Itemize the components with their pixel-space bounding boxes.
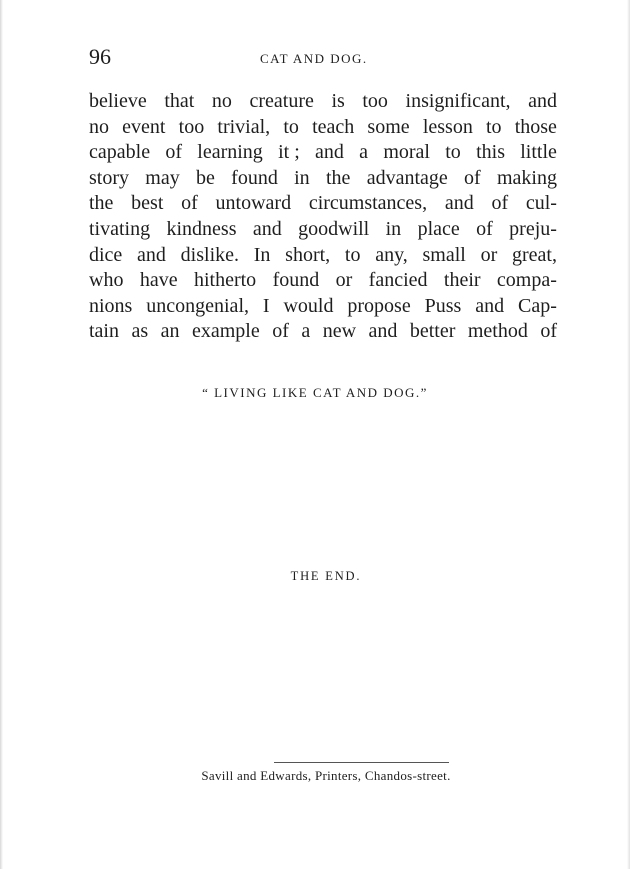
page-edge-left — [0, 0, 3, 869]
word: and — [475, 294, 505, 317]
word: and — [444, 192, 474, 215]
text-line — [89, 268, 557, 294]
word: method — [467, 320, 528, 343]
word: and — [528, 90, 557, 112]
word: best — [131, 192, 164, 215]
word: small — [422, 243, 466, 266]
word: in — [385, 217, 402, 240]
word: of — [540, 320, 557, 343]
text-line — [89, 319, 557, 345]
word: and — [368, 320, 398, 343]
word: of — [491, 192, 509, 215]
word: the — [89, 192, 114, 215]
word: any, — [375, 243, 408, 266]
text-line — [89, 294, 557, 320]
printer-rule — [274, 762, 449, 763]
word: found — [272, 269, 320, 292]
word: is — [331, 90, 345, 112]
text-line — [89, 89, 557, 115]
word: a — [359, 141, 369, 164]
word: In — [253, 243, 271, 266]
word: as — [131, 320, 149, 343]
word: I — [262, 294, 270, 317]
word: fancied — [368, 269, 428, 292]
text-line — [89, 243, 557, 269]
word: too — [362, 90, 388, 112]
word: Puss — [424, 294, 462, 317]
text-line — [89, 115, 557, 141]
word: who — [89, 269, 124, 292]
word: some — [367, 115, 410, 138]
word: this — [476, 141, 505, 164]
word: of — [165, 141, 183, 164]
word: propose — [347, 294, 411, 317]
word: no — [89, 115, 109, 138]
word: would — [283, 294, 334, 317]
word: event — [122, 115, 166, 138]
text-line — [89, 217, 557, 243]
word: and — [252, 217, 282, 240]
word: may — [145, 166, 180, 189]
word: lesson — [422, 115, 473, 138]
word: insignificant, — [405, 90, 511, 112]
word: tain — [89, 320, 119, 343]
word: place — [417, 217, 460, 240]
page-number: 96 — [89, 44, 111, 69]
word: example — [191, 320, 260, 343]
word: found — [231, 166, 278, 189]
word: moral — [383, 141, 430, 164]
word: those — [514, 115, 557, 138]
word: great, — [511, 243, 557, 266]
word: the — [325, 166, 351, 189]
word: advantage — [366, 166, 448, 189]
word: tivating — [89, 217, 151, 240]
word: of — [464, 166, 481, 189]
word: story — [89, 166, 129, 189]
word: untoward — [215, 192, 292, 215]
word: or — [480, 243, 498, 266]
word: of — [476, 217, 493, 240]
word: capable — [89, 141, 151, 164]
word: teach — [312, 115, 355, 138]
word: preju- — [509, 217, 557, 240]
word: it ; — [278, 141, 300, 164]
word: Cap- — [518, 294, 557, 317]
word: learning — [197, 141, 263, 164]
body-paragraph — [89, 89, 557, 345]
text-line — [89, 191, 557, 217]
word: nions — [89, 294, 133, 317]
word: or — [335, 269, 353, 292]
word: their — [443, 269, 481, 292]
word: trivial, — [217, 115, 271, 138]
word: making — [497, 166, 557, 189]
word: uncongenial, — [146, 294, 249, 317]
word: to — [344, 243, 361, 266]
closing-quote: “ LIVING LIKE CAT AND DOG.” — [202, 385, 428, 400]
word: to — [283, 115, 299, 138]
word: goodwill — [298, 217, 370, 240]
word: believe — [89, 90, 147, 112]
word: no — [211, 90, 232, 112]
word: hitherto — [193, 269, 257, 292]
word: dice — [89, 243, 123, 266]
word: creature — [249, 90, 314, 112]
word: an — [160, 320, 180, 343]
word: be — [196, 166, 215, 189]
word: new — [322, 320, 357, 343]
word: better — [409, 320, 456, 343]
word: compa- — [496, 269, 557, 292]
word: have — [139, 269, 178, 292]
word: kindness — [166, 217, 237, 240]
word: too — [178, 115, 205, 138]
word: cul- — [525, 192, 557, 215]
word: short, — [285, 243, 331, 266]
running-head: CAT AND DOG. — [260, 51, 368, 66]
word: circumstances, — [308, 192, 428, 215]
word: and — [315, 141, 344, 164]
word: in — [294, 166, 310, 189]
printer-imprint: Savill and Edwards, Printers, Chandos-street. — [201, 768, 451, 783]
text-line — [89, 166, 557, 192]
word: to — [485, 115, 502, 138]
word: a — [301, 320, 311, 343]
word: to — [445, 141, 461, 164]
word: that — [164, 90, 195, 112]
the-end-label: THE END. — [290, 569, 362, 583]
text-line — [89, 140, 557, 166]
word: dislike. — [180, 243, 240, 266]
word: little — [520, 141, 557, 164]
word: of — [181, 192, 198, 215]
word: of — [272, 320, 289, 343]
word: and — [137, 243, 166, 266]
